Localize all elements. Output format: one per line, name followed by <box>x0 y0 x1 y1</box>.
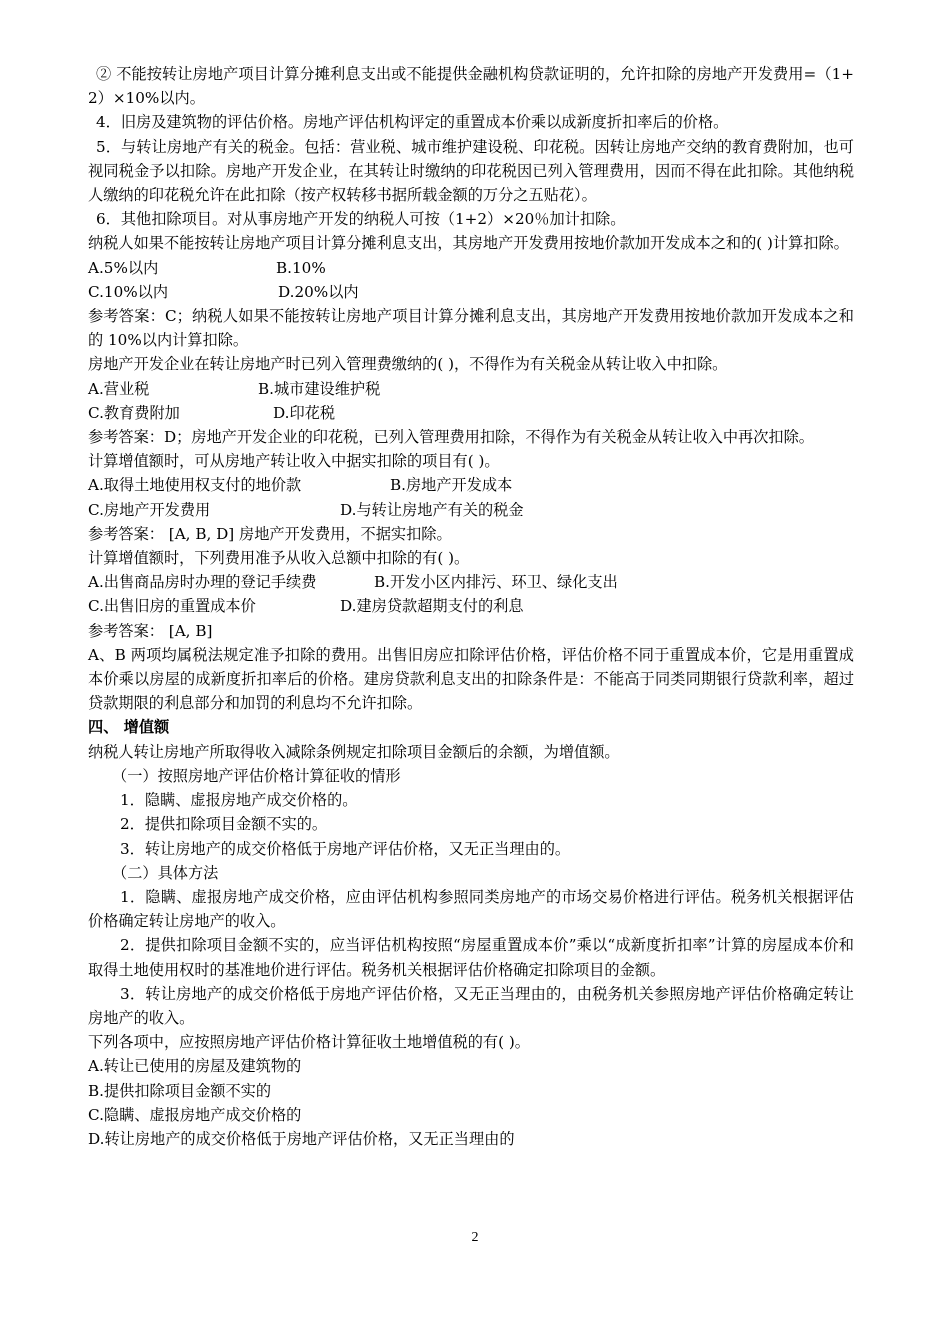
option-text: D.与转让房地产有关的税金 <box>340 500 524 519</box>
paragraph: 2．提供扣除项目金额不实的。 <box>120 815 328 834</box>
option-row <box>88 594 854 618</box>
paragraph: 3．转让房地产的成交价格低于房地产评估价格，又无正当理由的，由税务机关参照房地产评估价格确定转让房地产的收入。 <box>88 984 854 1027</box>
paragraph: 5．与转让房地产有关的税金。包括：营业税、城市维护建设税、印花税。因转让房地产交纳的教育费附加，也可视同税金予以扣除。房地产开发企业，在其转让时缴纳的印花税因已列入管理费用，因而不得在此扣除。其他纳税人缴纳的印花税允许在此扣除（按产权转移书据所载金额的万分之五贴花）。 <box>88 137 854 205</box>
paragraph: 计算增值额时，下列费用准予从收入总额中扣除的有( )。 <box>88 549 470 568</box>
paragraph: 3．转让房地产的成交价格低于房地产评估价格，又无正当理由的。 <box>120 839 571 858</box>
option-row <box>88 280 854 304</box>
paragraph: 1．隐瞒、虚报房地产成交价格的。 <box>120 791 358 810</box>
option-row <box>88 401 854 425</box>
paragraph: 参考答案： [A, B, D] 房地产开发费用，不据实扣除。 <box>88 524 452 543</box>
paragraph: C.隐瞒、虚报房地产成交价格的 <box>88 1105 302 1124</box>
option-text: A.取得土地使用权支付的地价款 <box>88 476 302 495</box>
paragraph: A.转让已使用的房屋及建筑物的 <box>88 1057 302 1076</box>
paragraph: D.转让房地产的成交价格低于房地产评估价格，又无正当理由的 <box>88 1129 515 1148</box>
option-text: A.5%以内 <box>88 258 159 277</box>
document-body <box>88 62 854 1151</box>
paragraph: A、B 两项均属税法规定准予扣除的费用。出售旧房应扣除评估价格，评估价格不同于重置成本价，它是用重置成本价乘以房屋的成新度折扣率后的价格。建房贷款利息支出的扣除条件是：不能高于同类同期银行贷款利率，超过贷款期限的利息部分和加罚的利息均不允许扣除。 <box>88 645 854 713</box>
option-text: C.出售旧房的重置成本价 <box>88 597 256 616</box>
option-text: B.开发小区内排污、环卫、绿化支出 <box>374 573 618 592</box>
paragraph: （二）具体方法 <box>112 863 219 882</box>
option-row <box>88 570 854 594</box>
option-text: B.城市建设维护税 <box>258 379 381 398</box>
paragraph: 纳税人转让房地产所取得收入减除条例规定扣除项目金额后的余额，为增值额。 <box>88 742 620 761</box>
option-text: B.房地产开发成本 <box>390 476 513 495</box>
option-row <box>88 498 854 522</box>
paragraph: ② 不能按转让房地产项目计算分摊利息支出或不能提供金融机构贷款证明的，允许扣除的房地产开发费用=（1+2）×10%以内。 <box>88 65 854 108</box>
page-number: 2 <box>471 1230 479 1245</box>
option-text: D.建房贷款超期支付的利息 <box>340 597 524 616</box>
paragraph: 下列各项中，应按照房地产评估价格计算征收土地增值税的有( )。 <box>88 1033 530 1052</box>
option-text: D.印花税 <box>273 403 336 422</box>
paragraph: 4．旧房及建筑物的评估价格。房地产评估机构评定的重置成本价乘以成新度折扣率后的价格。 <box>96 113 729 132</box>
option-text: A.营业税 <box>88 379 150 398</box>
option-text: B.10% <box>276 258 326 277</box>
paragraph: 纳税人如果不能按转让房地产项目计算分摊利息支出，其房地产开发费用按地价款加开发成本之和的( )计算扣除。 <box>88 234 849 253</box>
option-text: C.教育费附加 <box>88 403 180 422</box>
option-text: C.房地产开发费用 <box>88 500 211 519</box>
paragraph: 参考答案：D；房地产开发企业的印花税，已列入管理费用扣除，不得作为有关税金从转让收入中再次扣除。 <box>88 428 814 447</box>
paragraph: 1．隐瞒、虚报房地产成交价格，应由评估机构参照同类房地产的市场交易价格进行评估。税务机关根据评估价格确定转让房地产的收入。 <box>88 887 854 931</box>
option-row <box>88 256 854 280</box>
section-heading: 四、 增值额 <box>88 718 170 737</box>
option-text: C.10%以内 <box>88 282 169 301</box>
option-text: D.20%以内 <box>278 282 359 301</box>
paragraph: （一）按照房地产评估价格计算征收的情形 <box>112 766 401 785</box>
paragraph: 2．提供扣除项目金额不实的，应当评估机构按照“房屋重置成本价”乘以“成新度折扣率”计算的房屋成本价和取得土地使用权时的基准地价进行评估。税务机关根据评估价格确定扣除项目的金额。 <box>88 936 854 979</box>
paragraph: 参考答案：C；纳税人如果不能按转让房地产项目计算分摊利息支出，其房地产开发费用按地价款加开发成本之和的 10%以内计算扣除。 <box>88 307 854 350</box>
paragraph: B.提供扣除项目金额不实的 <box>88 1081 272 1100</box>
paragraph: 房地产开发企业在转让房地产时已列入管理费缴纳的( )，不得作为有关税金从转让收入中扣除。 <box>88 355 728 374</box>
paragraph: 6．其他扣除项目。对从事房地产开发的纳税人可按（1+2）×20％加计扣除。 <box>96 210 626 229</box>
option-text: A.出售商品房时办理的登记手续费 <box>88 573 317 592</box>
option-row <box>88 377 854 401</box>
option-row <box>88 473 854 497</box>
paragraph: 参考答案： [A, B] <box>88 621 213 640</box>
paragraph: 计算增值额时，可从房地产转让收入中据实扣除的项目有( )。 <box>88 452 500 471</box>
